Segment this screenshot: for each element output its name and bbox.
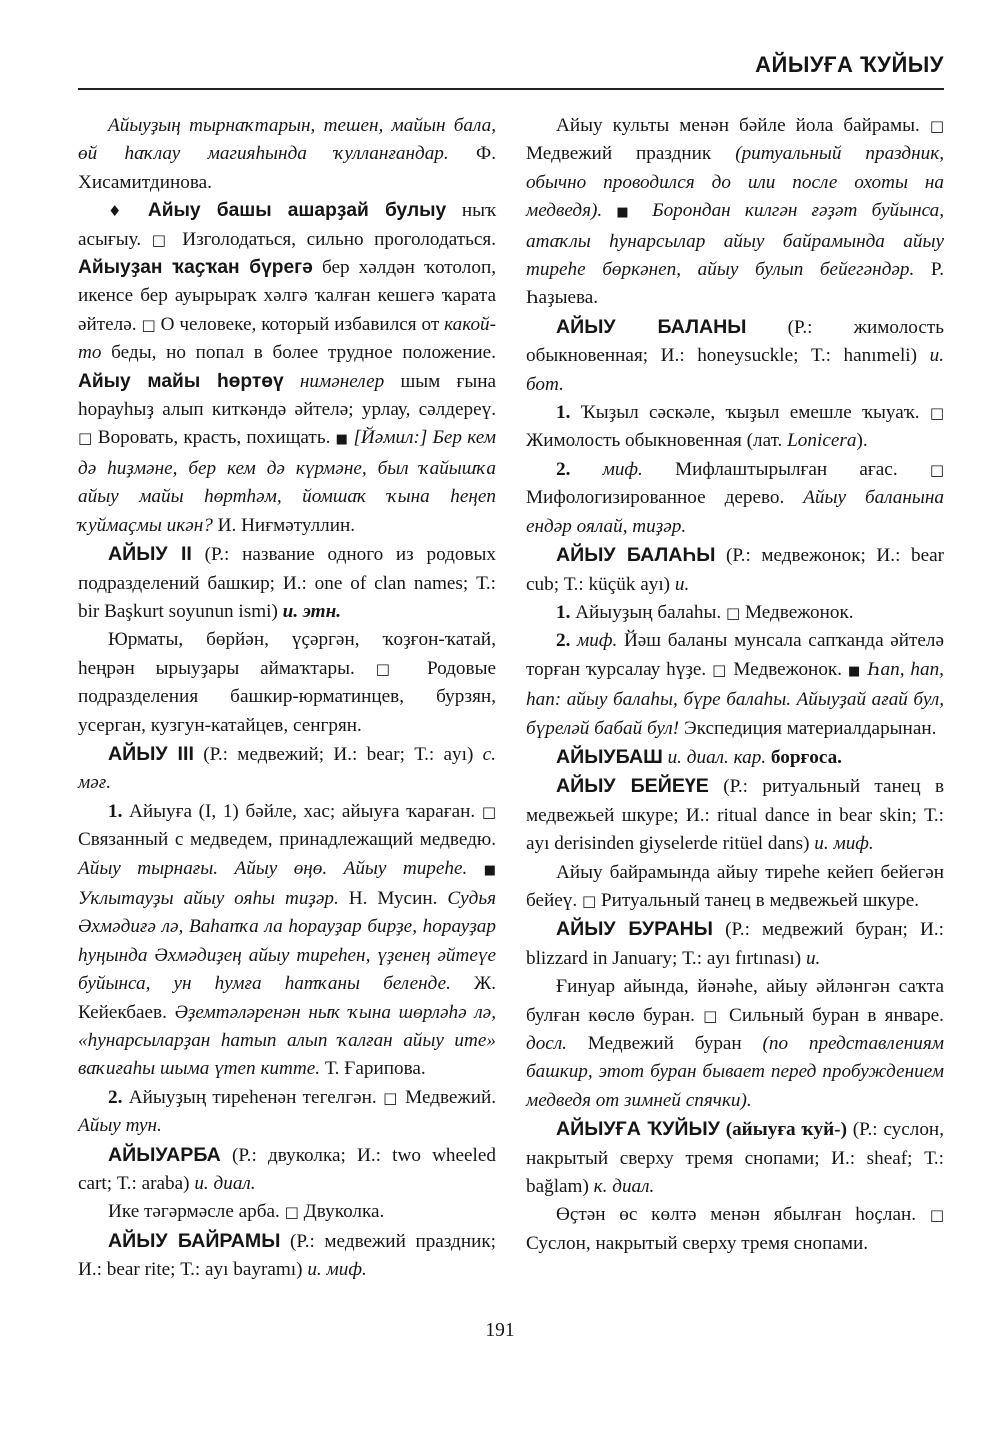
entry-aiyu-burany: АЙЫУ БУРАНЫ (Р.: медвежий буран; И.: blizzard in January; Т.: ayı fırtınası) и.: [526, 918, 944, 969]
black-square-icon: ■: [847, 663, 862, 679]
headword: АЙЫУАРБА: [108, 1143, 221, 1166]
square-icon: □: [703, 1006, 721, 1025]
header-rule: [78, 88, 944, 90]
square-icon: □: [929, 117, 944, 135]
black-square-icon: ■: [483, 862, 497, 878]
square-icon: □: [383, 1088, 399, 1107]
square-icon: □: [725, 603, 741, 622]
entry-aiyuarba: АЙЫУАРБА (Р.: двуколка; И.: two wheeled cart; Т.: araba) и. диал.: [78, 1143, 496, 1195]
entry-aiyu-balany: АЙЫУ БАЛАНЫ (Р.: жимолость обыкновенная; И.: honeysuckle; Т.: hanımeli) и. бот.: [526, 315, 944, 395]
entry-aiyuga-kuiyu: АЙЫУҒА ҠУЙЫУ (айыуға ҡуй-) (Р.: суслон, накрытый сверху тремя снопами; И.: sheaf; Т.: bağlam) к. диал.: [526, 1118, 944, 1198]
usage-note: Айыуҙың тырнаҡтарын, тешен, майын бала, өй һаҡлау магияһында ҡулланғандар. Ф. Хисамитдинова.: [78, 115, 497, 193]
headword: АЙЫУБАШ: [556, 745, 663, 768]
square-icon: □: [151, 230, 172, 249]
definition: Ғинуар айында, йәнәһе, айыу әйләнгән саҡта булған көслө буран. □ Сильный буран в январе. досл. Медвежий буран (по представлениям башкир, этот буран бывает перед пробуждением медведя от зимней спячки).: [526, 976, 945, 1111]
entry-aiyu-balahy: АЙЫУ БАЛАҺЫ (Р.: медвежонок; И.: bear cub; Т.: küçük ayı) и.: [526, 544, 945, 595]
square-icon: □: [284, 1203, 299, 1222]
headword: АЙЫУ БУРАНЫ: [556, 918, 713, 941]
black-square-icon: ■: [335, 432, 349, 448]
right-column: [526, 112, 944, 1258]
diamond-icon: ♦: [108, 202, 133, 221]
idiom-phrase: Айыуҙан ҡаҫҡан бүрегә: [78, 257, 313, 279]
square-icon: □: [929, 1206, 945, 1225]
definition: 2. миф. Йәш баланы мунсала сапҡанда әйтелә торған ҡурсалау һүҙе. □ Медвежонок. ■ Һап, һап, һап: айыу балаһы, бүре балаһы. Айыуҙай ағай бул, бүреләй бабай бул! Экспедиция материалдарынан.: [526, 630, 944, 739]
idiom-phrase: Айыу башы ашарҙай булыу: [147, 200, 447, 222]
headword: АЙЫУҒА ҠУЙЫУ: [556, 1118, 720, 1141]
headword: АЙЫУ III: [108, 742, 194, 765]
page-number: 191: [485, 1320, 515, 1341]
definition: 1. Айыуҙың балаһы. □ Медвежонок.: [556, 601, 854, 623]
definition: Өҫтән өс көлтә менән ябылған һоҫлан. □ Суслон, накрытый сверху тремя снопами.: [526, 1204, 945, 1254]
definition: 1. Ҡыҙыл сәскәле, ҡыҙыл емешле ҡыуаҡ. □ Жимолость обыкновенная (лат. Lonicera).: [526, 402, 945, 452]
headword: АЙЫУ БЕЙЕҮЕ: [556, 775, 709, 798]
definition: 2. Айыуҙың тиреһенән тегелгән. □ Медвежий. Айыу тун.: [78, 1086, 497, 1137]
definition: Айыу байрамында айыу тиреһе кейеп бейегән бейеү. □ Ритуальный танец в медвежьей шкуре.: [526, 861, 944, 911]
definition: 2. миф. Мифлаштырылған ағас. □ Мифологизированное дерево. Айыу баланына ендәр оялай, тиҙәр.: [526, 458, 945, 537]
entry-aiyubash: АЙЫУБАШ и. диал. кар. борғоса.: [556, 745, 842, 768]
definition: Айыу культы менән бәйле йола байрамы. □ Медвежий праздник (ритуальный праздник, обычно проводился до или после охоты на медведя). ■ Борондан килгән ғәҙәт буйынса, атаҡлы һунарсылар айыу байрамында айыу тиреһе бөркәнеп, айыу булып бейегәндәр. Р. Һаҙыева.: [526, 115, 945, 309]
left-column: [78, 112, 496, 1285]
square-icon: □: [712, 660, 728, 679]
black-square-icon: ■: [616, 205, 639, 221]
headword: АЙЫУ БАЛАҺЫ: [556, 544, 716, 567]
definition: 1. Айыуға (I, 1) бәйле, хас; айыуға ҡараған. □ Связанный с медведем, принадлежащий медведю. Айыу тырнағы. Айыу өңө. Айыу тиреһе. ■ Уклытауҙы айыу ояһы тиҙәр. Н. Мусин. Судья Әхмәдиғә лә, Ваһапҡа ла һорауҙар бирҙе, һорауҙар һуңында Әхмәдиҙең айыу тиреһен, үҙенең әйтеүе буйынса, ун һумға һатҡаны беленде. Ж. Кейекбаев. Әҙемтәләренән ныҡ ҡына шөрләһә лә, «һунарсыларҙан һатып алып ҡалған айыу ите» ваҡиғаһы шыма үтеп китте. Т. Ғарипова.: [78, 800, 497, 1080]
headword: АЙЫУ II: [108, 543, 192, 566]
square-icon: □: [929, 460, 945, 479]
definition: Ике тәгәрмәсле арба. □ Двуколка.: [108, 1201, 385, 1223]
headword: АЙЫУ БАЛАНЫ: [556, 315, 747, 338]
square-icon: □: [78, 429, 93, 448]
entry-aiyu-3: АЙЫУ III (Р.: медвежий; И.: bear; Т.: ayı) с. мәғ.: [78, 742, 496, 794]
idiom-paragraph: ♦ Айыу башы ашарҙай булыу ныҡ асығыу. □ Изголодаться, сильно проголодаться. Айыуҙан ҡаҫҡан бүрегә бер хәлдән ҡотолоп, икенсе бер ауырыраҡ хәлгә ҡалған кешегә ҡарата әйтелә. □ О человеке, который избавился от какой-то беды, но попал в более трудное положение. Айыу майы һөртөү нимәнелер шым ғына һорауһыҙ алып киткәндә әйтелә; урлау, сәлдереү. □ Воровать, красть, похищать. ■ [Йәмил:] Бер кем дә һиҙмәне, бер кем дә күрмәне, был ҡайышҡа айыу майы һөртһәм, йомшаҡ ҡына һеңеп ҡуймаҫмы икән? И. Ниғмәтуллин.: [78, 200, 497, 536]
headword: АЙЫУ БАЙРАМЫ: [108, 1229, 281, 1252]
citation-author: И. Ниғмәтуллин.: [217, 514, 356, 536]
entry-aiyu-beieue: АЙЫУ БЕЙЕҮЕ (Р.: ритуальный танец в медвежьей шкуре; И.: ritual dance in bear skin; Т.: ayı derisinden giyselerde ritüel dans) и. миф.: [526, 775, 945, 855]
running-header: АЙЫУҒА ҠУЙЫУ: [755, 52, 944, 77]
entry-aiyu-bairamy: АЙЫУ БАЙРАМЫ (Р.: медвежий праздник; И.: bear rite; Т.: ayı bayramı) и. миф.: [78, 1229, 497, 1281]
square-icon: □: [481, 802, 496, 821]
square-icon: □: [375, 659, 407, 678]
citation-quote: Бер кем дә һиҙмәне, бер кем дә күрмәне, был ҡайышҡа айыу майы һөртһәм, йомшаҡ ҡына һеңеп ҡуймаҫмы икән?: [78, 427, 496, 536]
square-icon: □: [582, 891, 597, 910]
idiom-phrase: Айыу майы һөртөү: [78, 370, 284, 392]
definition: Юрматы, бөрйән, үҫәргән, ҡоҙғон-ҡатай, һеңрән ырыуҙары аймаҡтары. □ Родовые подразделения башкир-юрматинцев, бурзян, усерган, кузгун-катайцев, сенгрян.: [78, 629, 496, 736]
square-icon: □: [929, 404, 945, 423]
square-icon: □: [141, 315, 156, 334]
entry-aiyu-2: АЙЫУ II (Р.: название одного из родовых подразделений башкир; И.: one of clan names; Т.: bir Başkurt soyunun ismi) и. этн.: [78, 543, 497, 622]
